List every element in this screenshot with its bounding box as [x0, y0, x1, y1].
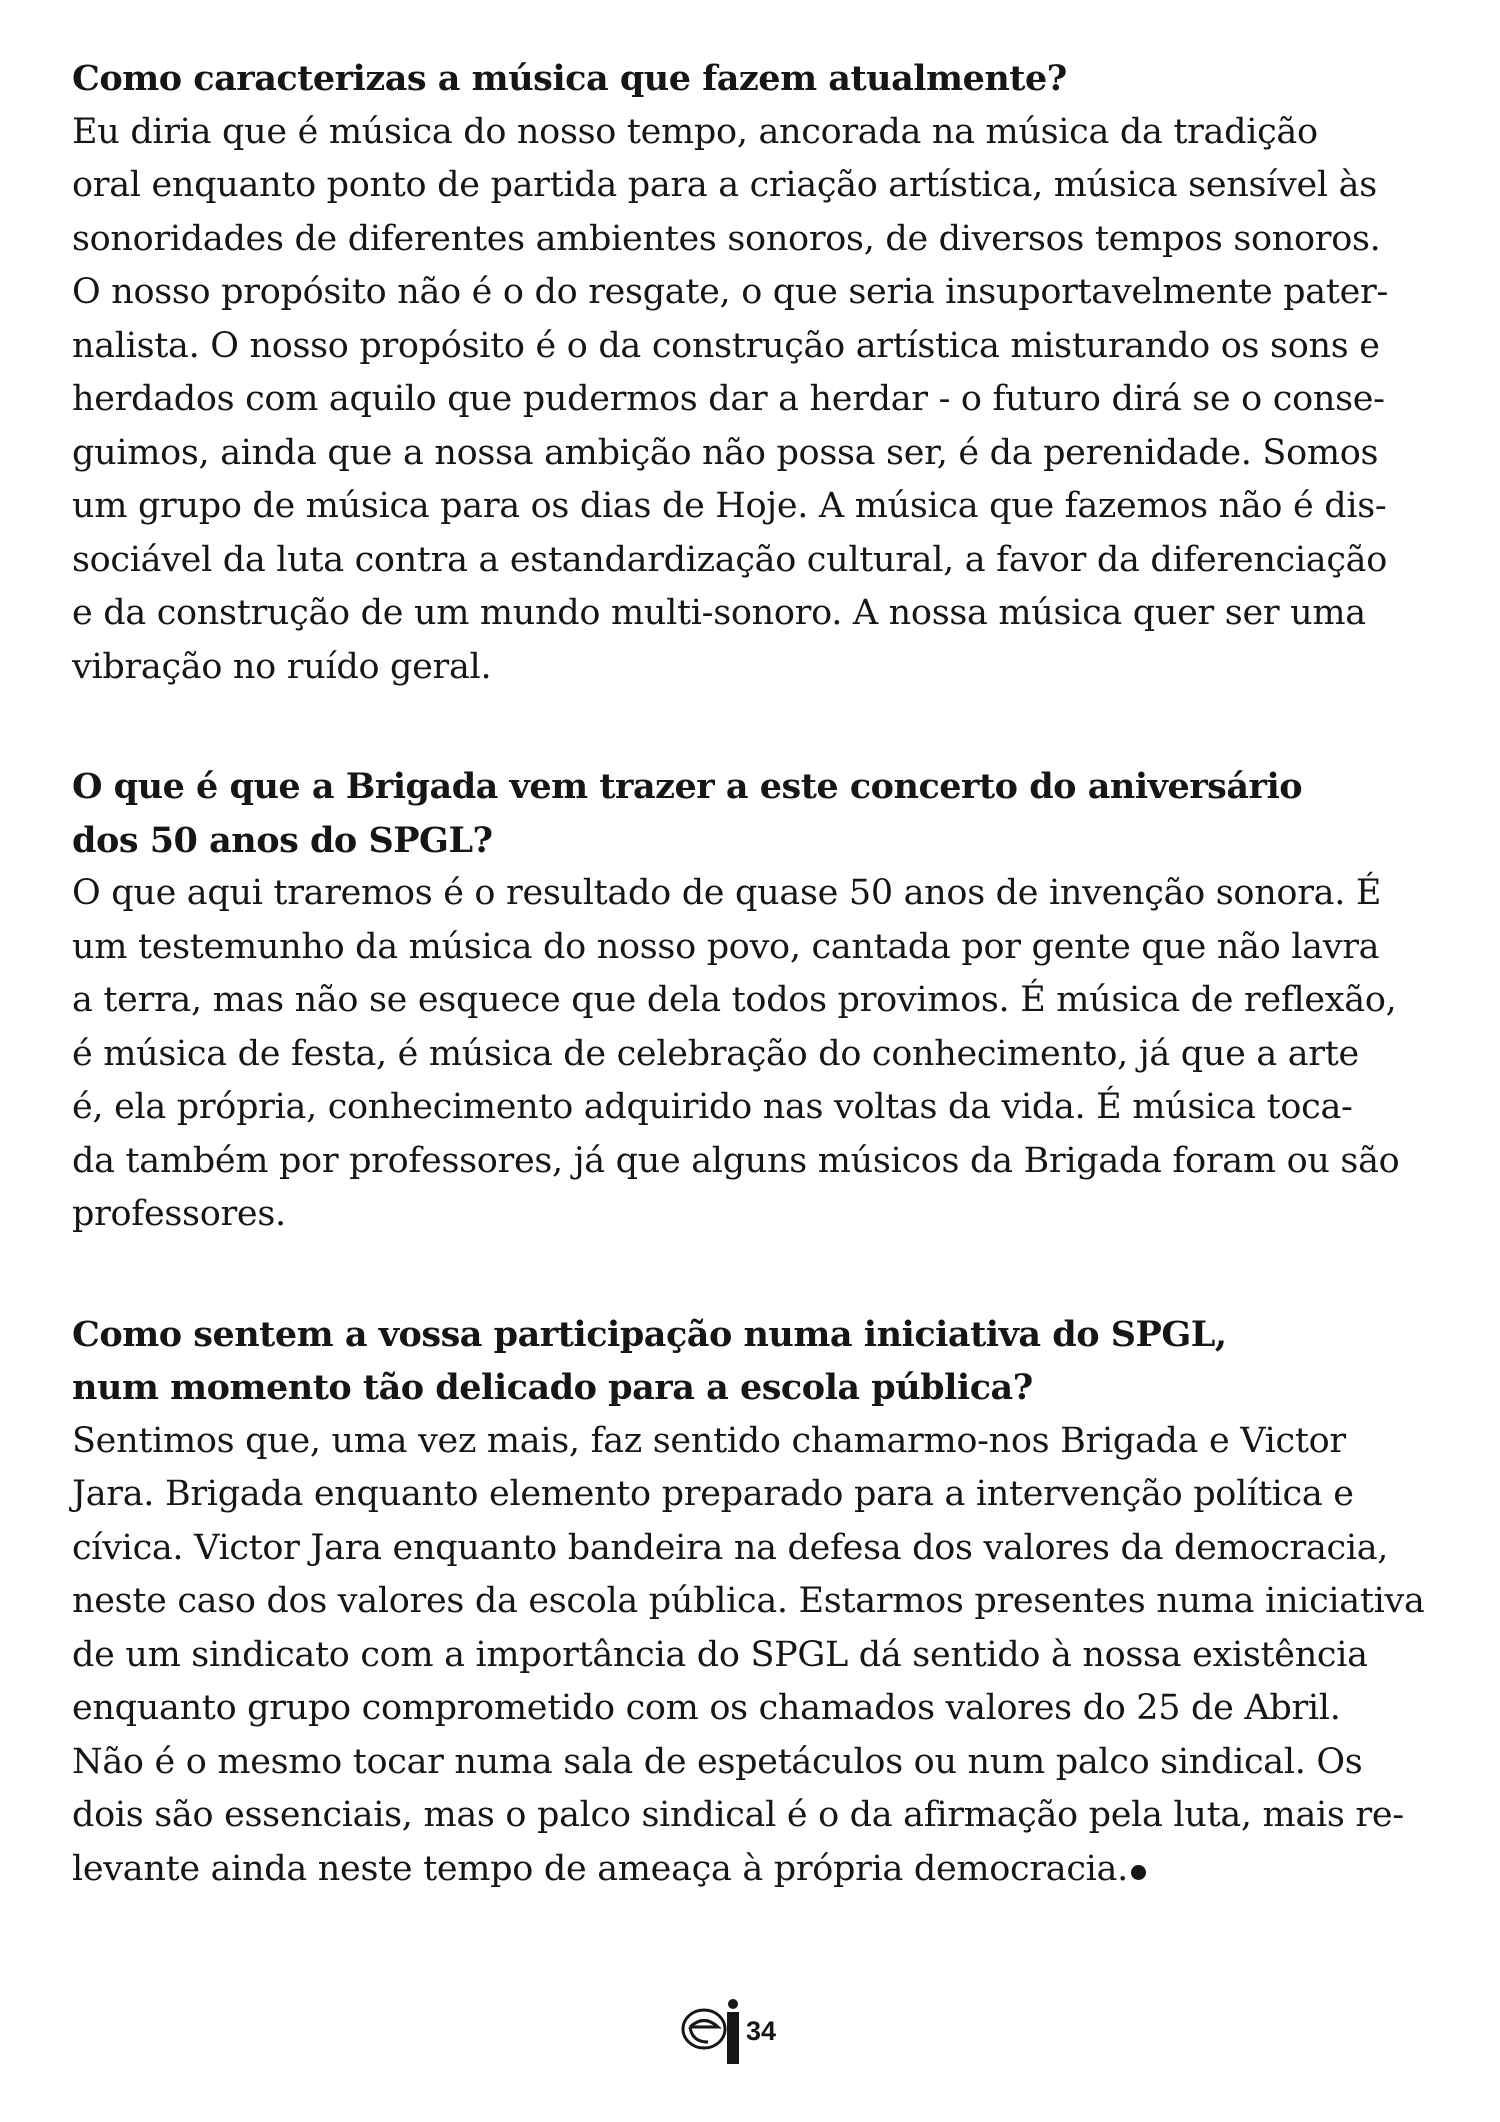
- answer-line: oral enquanto ponto de partida para a criação artística, música sensível às: [72, 165, 1377, 205]
- answer-line: sonoridades de diferentes ambientes sonoros, de diversos tempos sonoros.: [72, 218, 1381, 259]
- answer-line: vibração no ruído geral.: [72, 646, 492, 687]
- answer-line: é música de festa, é música de celebração do conhecimento, já que a arte: [72, 1033, 1359, 1074]
- answer-line: da também por professores, já que alguns músicos da Brigada foram ou são: [72, 1140, 1400, 1181]
- answer-line: Eu diria que é música do nosso tempo, ancorada na música da tradição: [72, 111, 1318, 152]
- answer-line: de um sindicato com a importância do SPGL dá sentido à nossa existência: [72, 1634, 1368, 1675]
- answer-line: dois são essenciais, mas o palco sindical é o da afirmação pela luta, mais re-: [72, 1795, 1404, 1835]
- interview-section-2: [72, 760, 1444, 1242]
- answer-line: herdados com aquilo que pudermos dar a herdar - o futuro dirá se o conse-: [72, 379, 1385, 419]
- answer-line: neste caso dos valores da escola pública. Estarmos presentes numa iniciativa: [72, 1581, 1425, 1621]
- interview-section-3: [72, 1308, 1444, 1897]
- answer-1: [72, 106, 1444, 695]
- answer-line-last: [72, 1843, 1444, 1897]
- interview-section-1: [72, 52, 1444, 694]
- answer-line: é, ela própria, conhecimento adquirido nas voltas da vida. É música toca-: [72, 1087, 1353, 1127]
- answer-line: um grupo de música para os dias de Hoje. A música que fazemos não é dis-: [72, 486, 1387, 526]
- answer-line: O nosso propósito não é o do resgate, o que seria insuportavelmente pater-: [72, 272, 1388, 312]
- answer-2: [72, 867, 1444, 1242]
- answer-line: sociável da luta contra a estandardização cultural, a favor da diferenciação: [72, 539, 1387, 580]
- question-line: dos 50 anos do SPGL?: [72, 819, 493, 861]
- answer-line: e da construção de um mundo multi-sonoro. A nossa música quer ser uma: [72, 593, 1366, 633]
- question-line: Como caracterizas a música que fazem atualmente?: [72, 58, 1067, 99]
- escola-informacao-logo-icon: [678, 1996, 742, 2066]
- answer-line: Sentimos que, uma vez mais, faz sentido chamarmo-nos Brigada e Victor: [72, 1420, 1346, 1461]
- answer-line: Não é o mesmo tocar numa sala de espetáculos ou num palco sindical. Os: [72, 1741, 1363, 1782]
- answer-line: guimos, ainda que a nossa ambição não possa ser, é da perenidade. Somos: [72, 432, 1379, 473]
- question-3: [72, 1308, 1444, 1415]
- question-line: O que é que a Brigada vem trazer a este concerto do aniversário: [72, 766, 1303, 807]
- answer-line: Jara. Brigada enquanto elemento preparado para a intervenção política e: [72, 1474, 1354, 1514]
- question-line: num momento tão delicado para a escola pública?: [72, 1367, 1033, 1408]
- answer-text: levante ainda neste tempo de ameaça à própria democracia.: [72, 1848, 1128, 1889]
- question-1: [72, 52, 1444, 106]
- question-line: Como sentem a vossa participação numa iniciativa do SPGL,: [72, 1313, 1227, 1355]
- question-2: [72, 760, 1444, 867]
- end-of-article-dot: [1131, 1865, 1146, 1880]
- answer-line: nalista. O nosso propósito é o da construção artística misturando os sons e: [72, 325, 1380, 366]
- answer-line: a terra, mas não se esquece que dela todos provimos. É música de reflexão,: [72, 980, 1397, 1020]
- answer-line: professores.: [72, 1194, 286, 1234]
- page-footer: [678, 1996, 798, 2066]
- answer-line: enquanto grupo comprometido com os chamados valores do 25 de Abril.: [72, 1688, 1341, 1728]
- article-page: [72, 52, 1444, 1962]
- answer-line: um testemunho da música do nosso povo, cantada por gente que não lavra: [72, 926, 1380, 967]
- page-number: 34: [746, 2016, 777, 2046]
- answer-3: [72, 1415, 1444, 1897]
- answer-line: O que aqui traremos é o resultado de quase 50 anos de invenção sonora. É: [72, 873, 1382, 913]
- answer-line: cívica. Victor Jara enquanto bandeira na defesa dos valores da democracia,: [72, 1527, 1389, 1568]
